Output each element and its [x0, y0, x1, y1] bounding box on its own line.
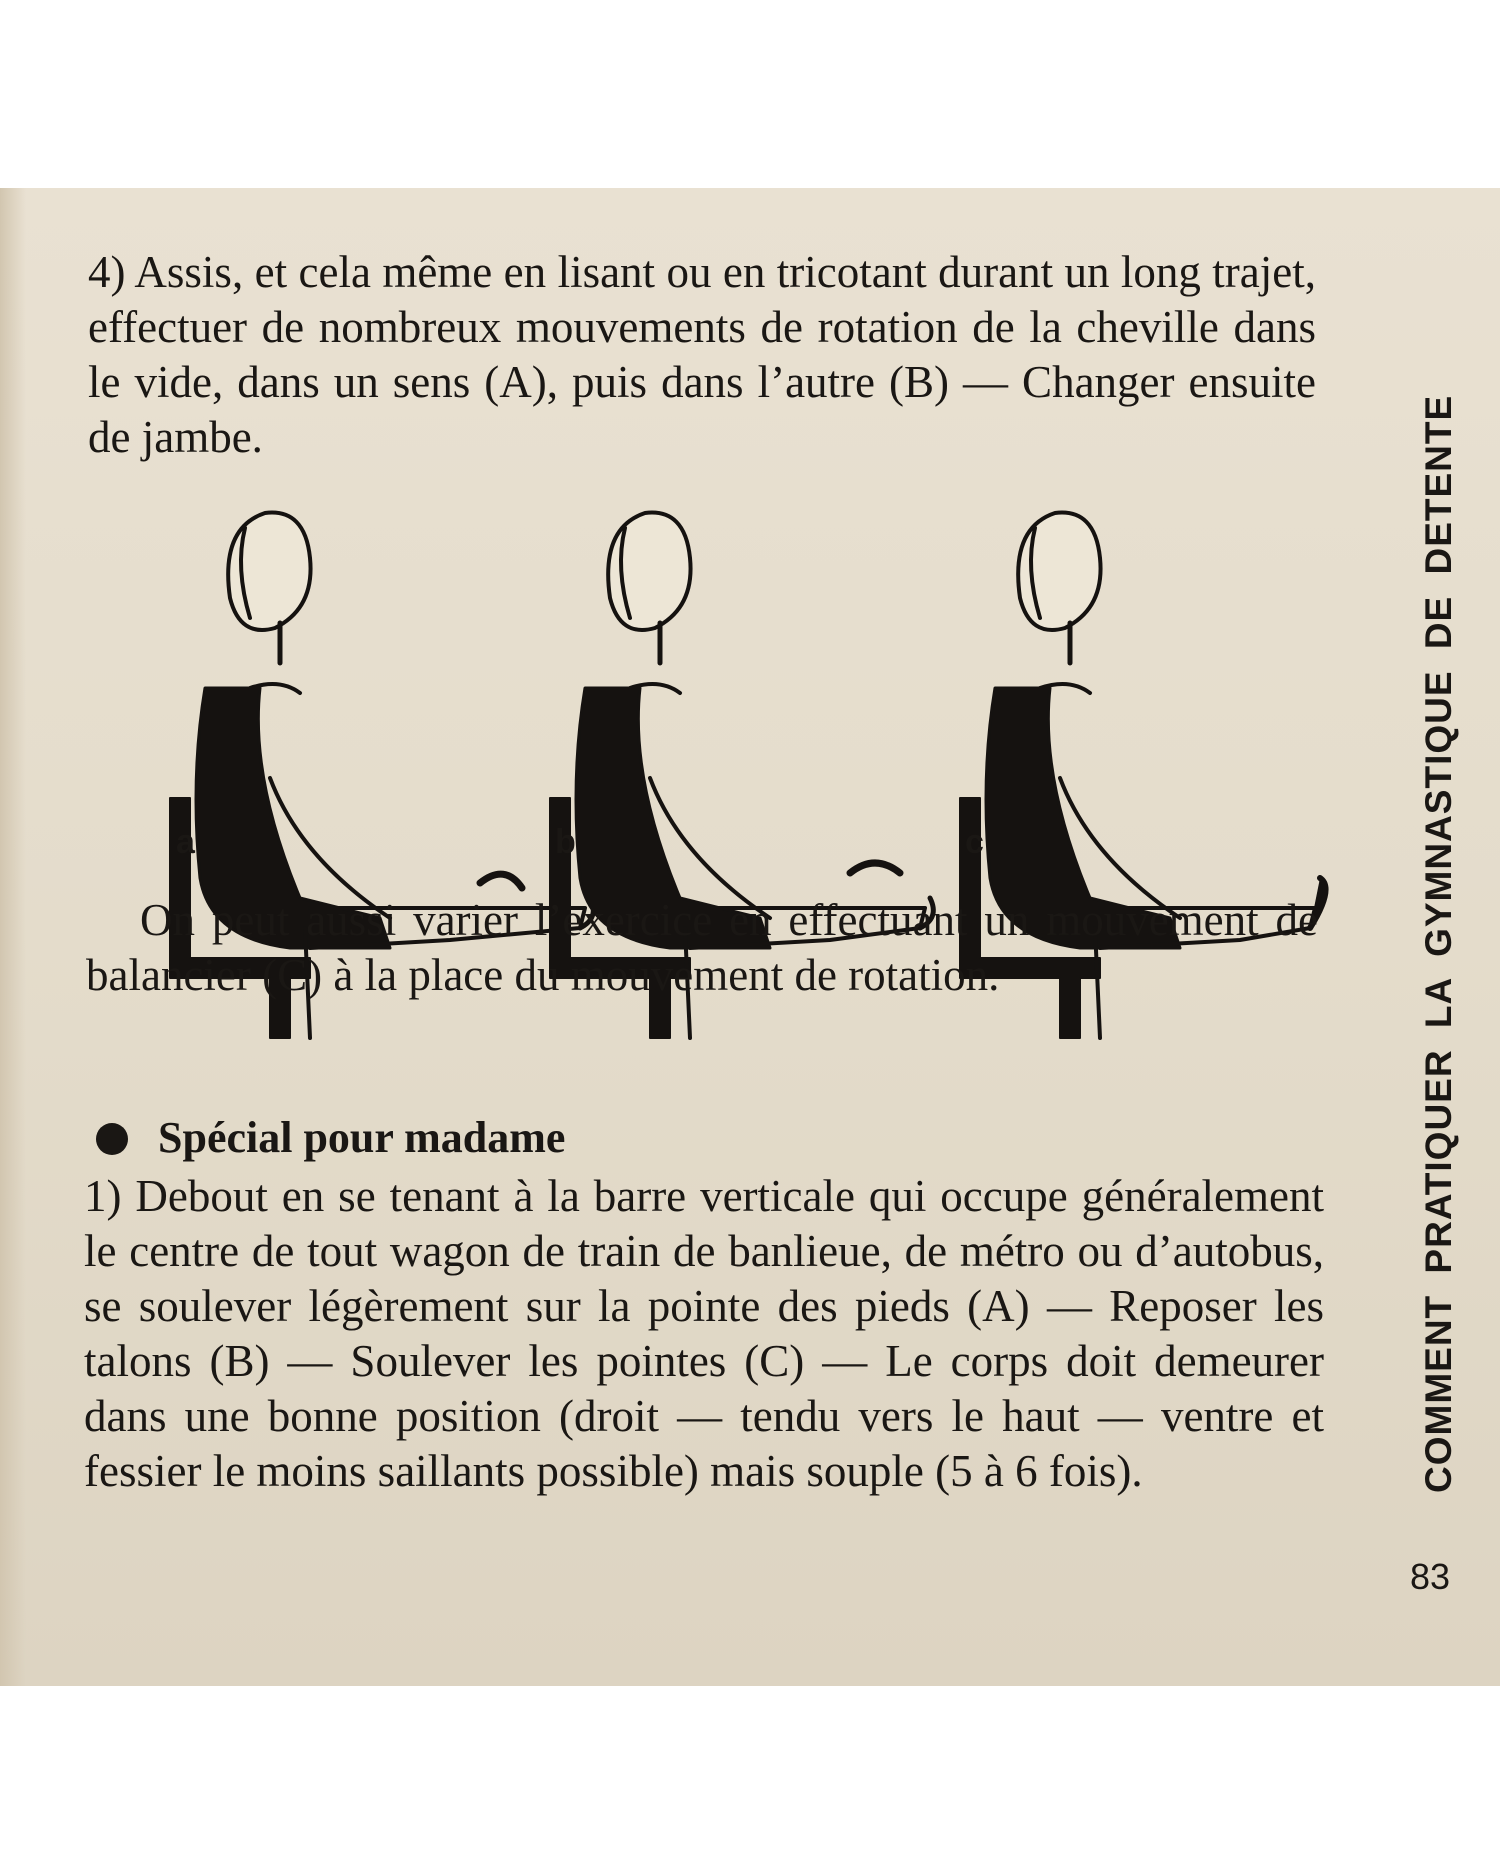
paragraph-exercise-4: 4) Assis, et cela même en lisant ou en tricotant durant un long trajet, effectuer de nombreux mouvements de rotation de la cheville dans le vide, dans un sens (A), puis dans l’autre (B) — Changer ensuite de jambe. [88, 247, 1316, 462]
running-side-title: COMMENT PRATIQUER LA GYMNASTIQUE DE DETENTE [1418, 394, 1459, 1493]
section-heading-text: Spécial pour madame [158, 1113, 566, 1162]
curved-arrow-icon [850, 863, 900, 873]
page-number: 83 [1410, 1556, 1451, 1597]
curved-arrow-icon [480, 874, 522, 888]
filled-circle-bullet-icon [96, 1123, 128, 1155]
figure-label-c: c [965, 823, 984, 861]
paragraph-variation: On peut aussi varier l’exercice en effectuant un mouvement de balancier (C) à la place du mouvement de rotation. [86, 895, 1318, 1000]
figure-label-a: a [176, 823, 195, 861]
section-heading [96, 1110, 565, 1165]
book-page [0, 188, 1500, 1686]
figure-label-b: b [555, 823, 576, 861]
paragraph-exercise-1: 1) Debout en se tenant à la barre verticale qui occupe généralement le centre de tout wagon de train de banlieue, de métro ou d’autobus, se soulever légèrement sur la pointe des pieds (A) — Reposer les talons (B) — Soulever les pointes (C) — Le corps doit demeurer dans une bonne position (droit — tendu vers le haut — ventre et fessier le moins saillants possible) mais souple (5 à 6 fois). [84, 1171, 1324, 1496]
